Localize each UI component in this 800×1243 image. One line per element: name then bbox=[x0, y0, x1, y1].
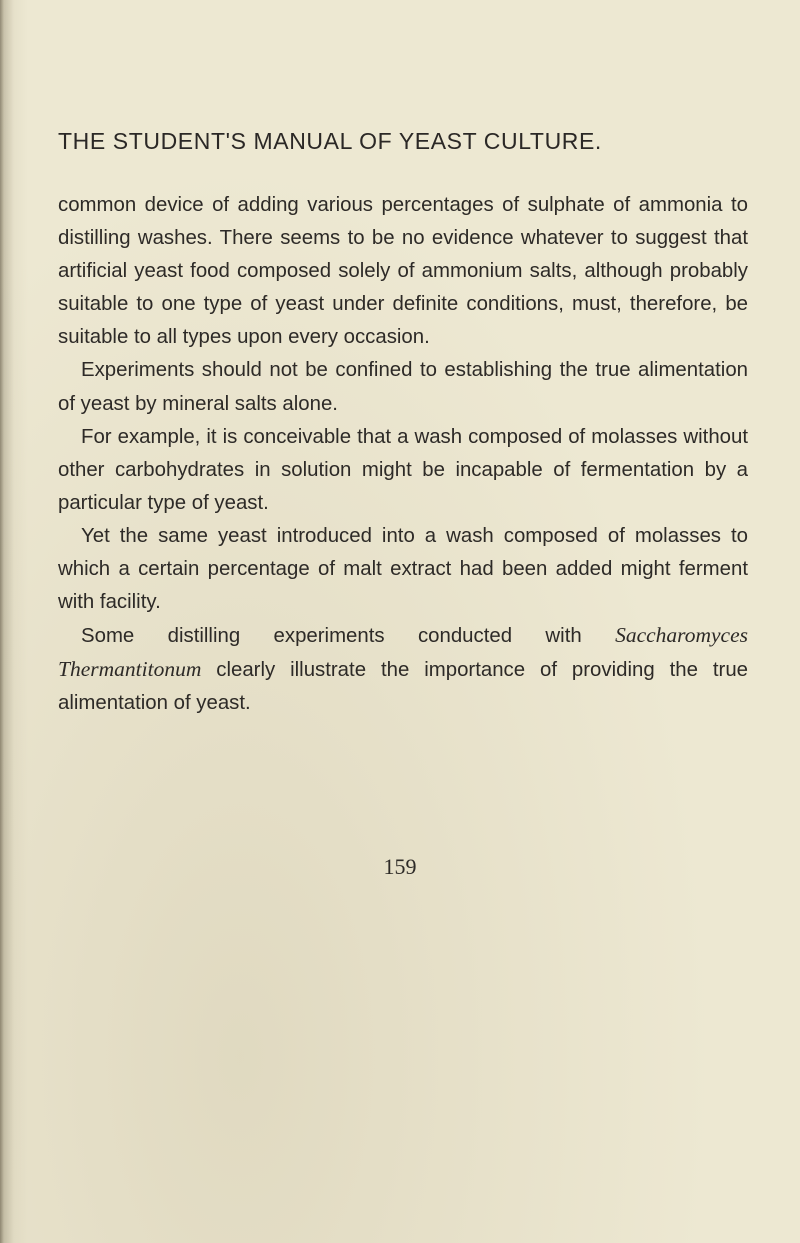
paragraph-5-lead: Some distilling experiments conducted with bbox=[81, 625, 616, 648]
body-text bbox=[58, 189, 748, 721]
page-number: 159 bbox=[383, 854, 417, 879]
species-name: Saccharomyces Thermantitonum bbox=[58, 623, 748, 682]
paragraph-5-tail: clearly illustrate the importance of providing the true alimentation of yeast. bbox=[58, 659, 748, 715]
paragraph-5 bbox=[58, 619, 748, 720]
paragraph-3: For example, it is conceivable that a wash composed of molasses without other carbohydrates in solution might be incapable of fermentation by a particular type of yeast. bbox=[58, 425, 748, 514]
running-head: THE STUDENT'S MANUAL OF YEAST CULTURE. bbox=[58, 128, 602, 154]
paragraph-4: Yet the same yeast introduced into a wash composed of molasses to which a certain percentage of malt extract had been added might ferment with facility. bbox=[58, 524, 748, 614]
paragraph-1: common device of adding various percentages of sulphate of ammonia to distilling washes. There seems to be no evidence whatever to suggest that artificial yeast food composed solely of ammonium salts, although probably suitable to one type of yeast under definite conditions, must, therefore, be suitable to all types upon every occasion. bbox=[58, 194, 748, 349]
paragraph-2: Experiments should not be confined to establishing the true alimentation of yeast by mineral salts alone. bbox=[58, 359, 748, 415]
